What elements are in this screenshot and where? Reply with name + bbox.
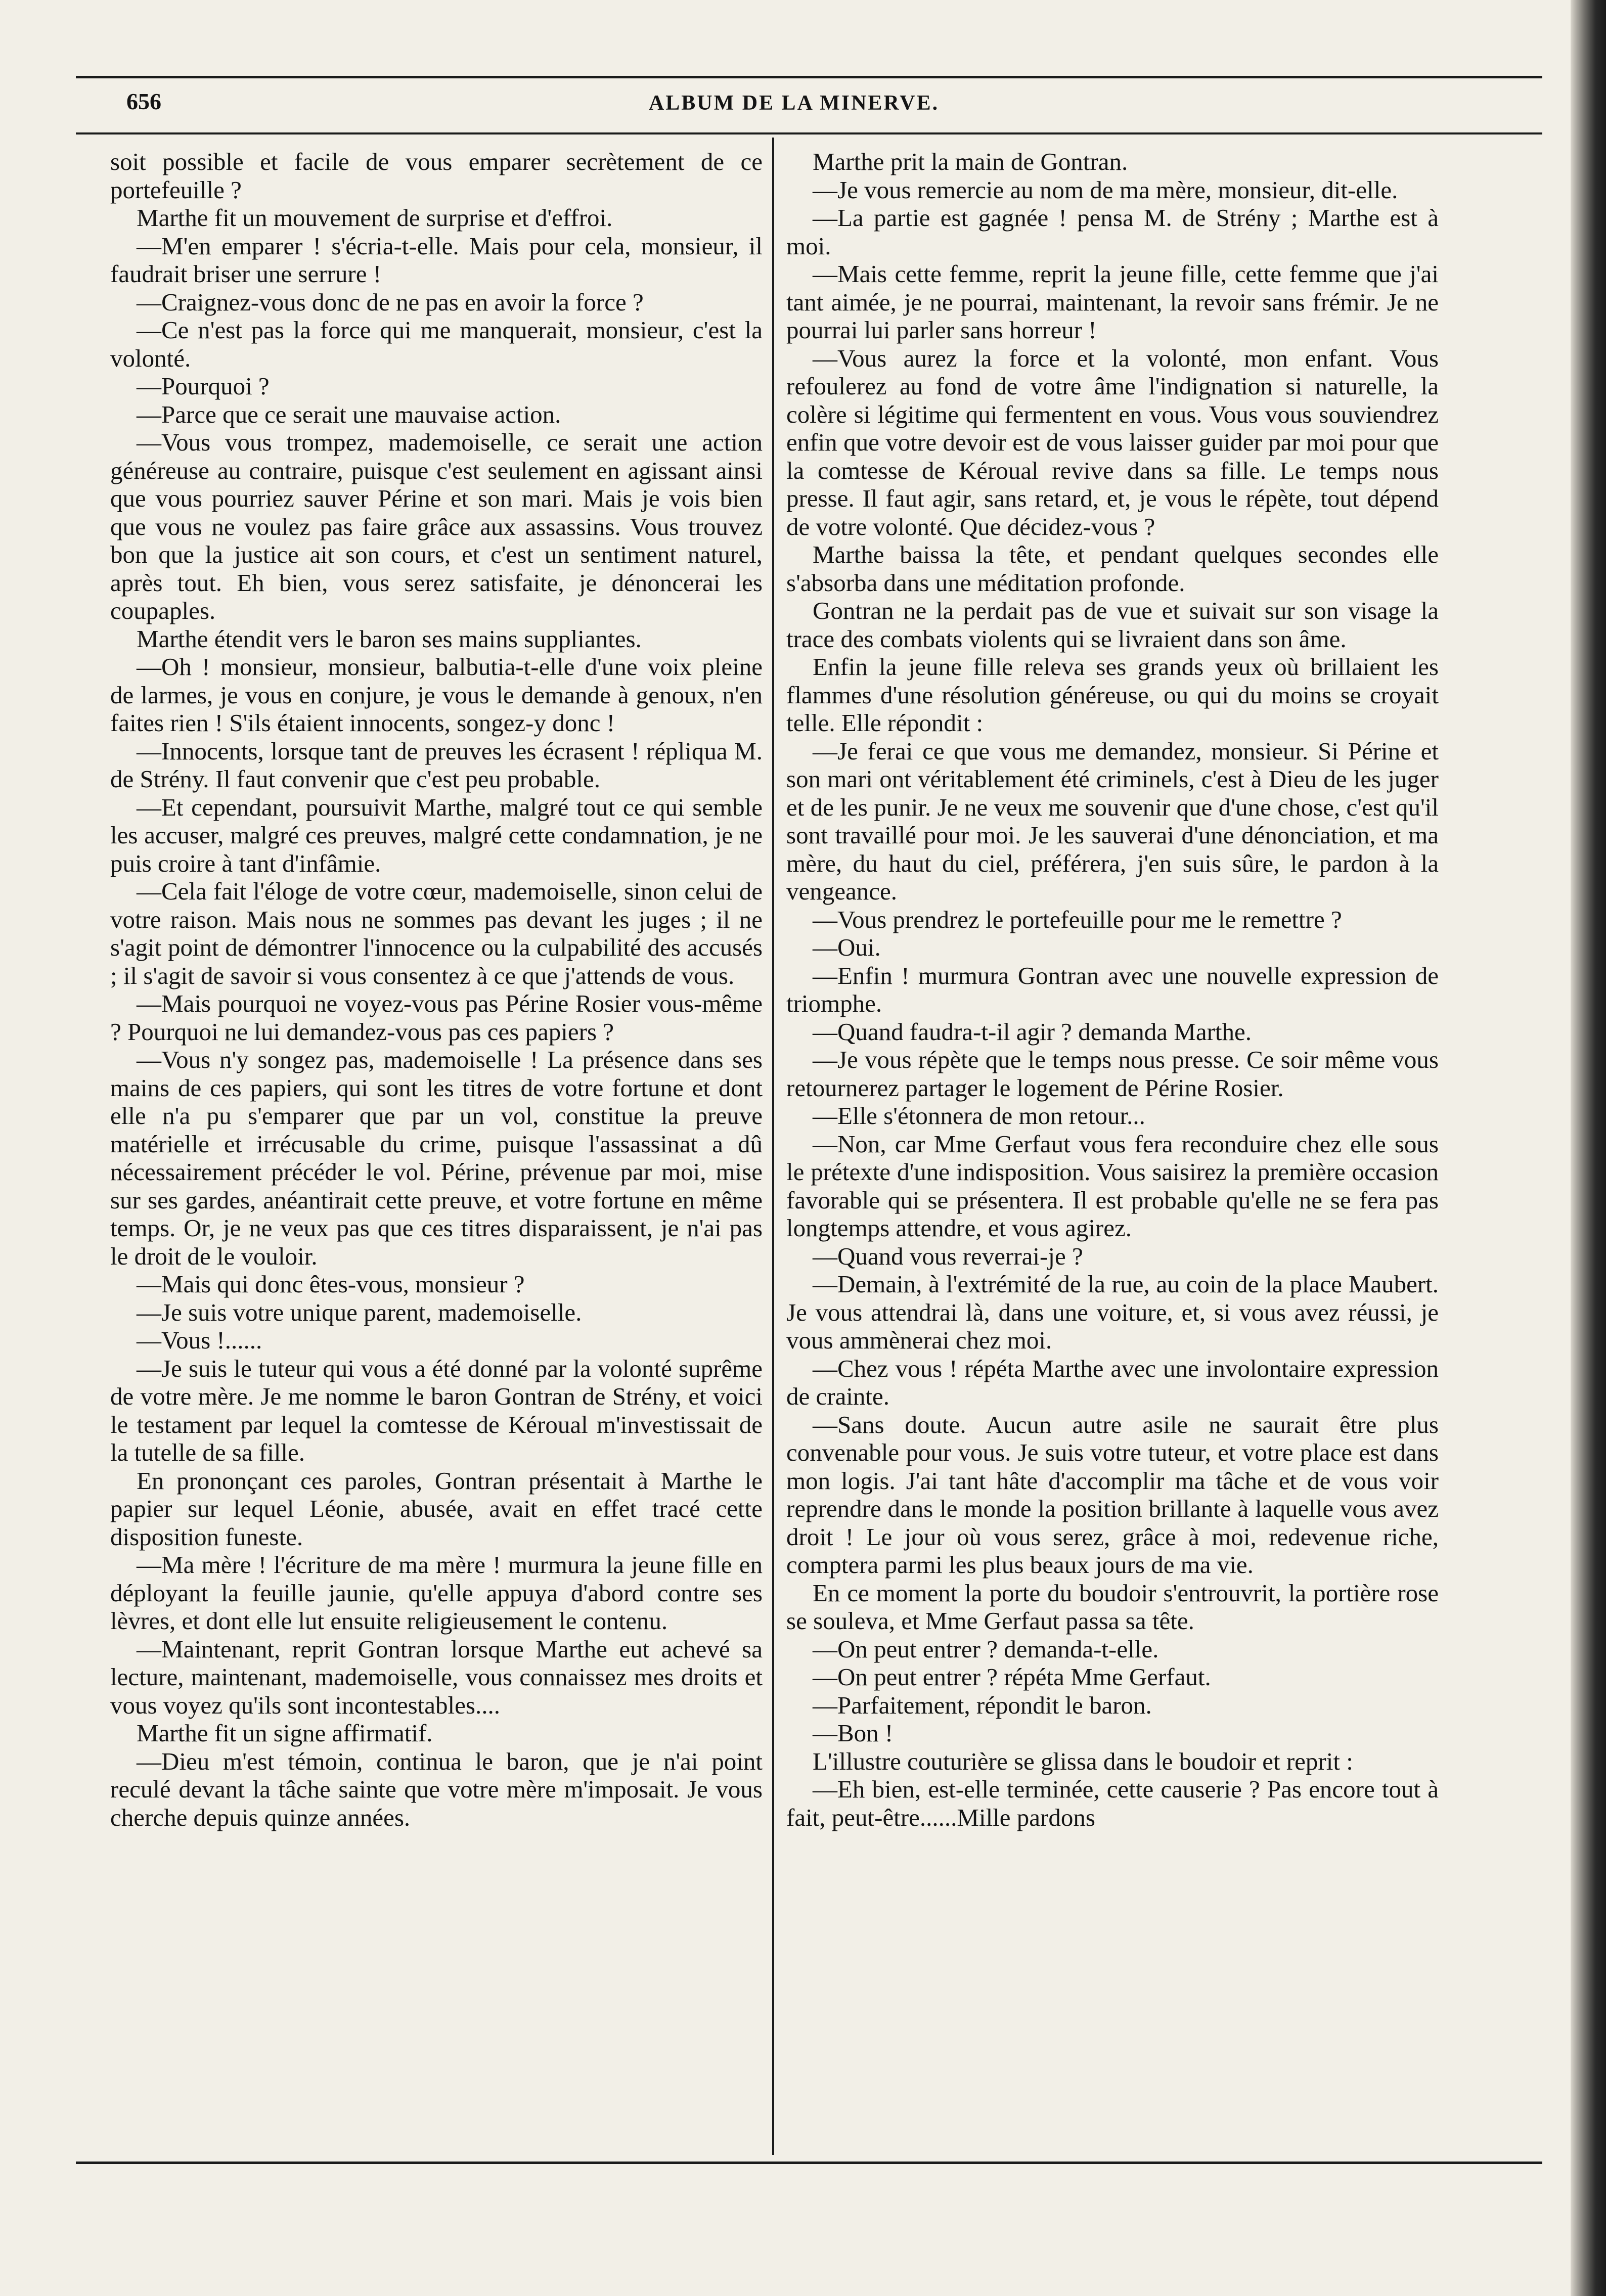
paragraph: —Enfin ! murmura Gontran avec une nouvelle expression de triomphe. [786, 961, 1439, 1017]
paragraph: —Parfaitement, répondit le baron. [813, 1691, 1152, 1719]
paragraph: —Mais cette femme, reprit la jeune fille, cette femme que j'ai tant aimée, je ne pourrai, maintenant, la revoir sans frémir. Je ne pourrai lui parler sans horreur ! [786, 260, 1439, 344]
paragraph: —M'en emparer ! s'écria-t-elle. Mais pour cela, monsieur, il faudrait briser une serrure ! [110, 232, 763, 288]
paragraph: —Maintenant, reprit Gontran lorsque Marthe eut achevé sa lecture, maintenant, mademoiselle, vous connaissez mes droits et vous voyez qu'ils sont incontestables.... [110, 1635, 763, 1719]
paragraph: —Oh ! monsieur, monsieur, balbutia-t-elle d'une voix pleine de larmes, je vous en conjure, je vous le demande à genoux, n'en faites rien ! S'ils étaient innocents, songez-y donc ! [110, 653, 763, 737]
paragraph: —Craignez-vous donc de ne pas en avoir la force ? [137, 288, 644, 316]
paragraph: —Ce n'est pas la force qui me manquerait, monsieur, c'est la volonté. [110, 316, 763, 372]
paragraph: Marthe étendit vers le baron ses mains suppliantes. [137, 624, 642, 653]
paragraph: —Demain, à l'extrémité de la rue, au coin de la place Maubert. Je vous attendrai là, dans une voiture, et, si vous avez réussi, je vous ammènerai chez moi. [786, 1270, 1439, 1354]
paragraph: —Non, car Mme Gerfaut vous fera reconduire chez elle sous le prétexte d'une indisposition. Vous saisirez la première occasion favorable qui se présentera. Il est probable qu'elle ne se fera pas longtemps attendre, et vous agirez. [786, 1130, 1439, 1242]
paragraph: —Eh bien, est-elle terminée, cette causerie ? Pas encore tout à fait, peut-être......Mille pardons [786, 1775, 1439, 1831]
paragraph: —Je suis le tuteur qui vous a été donné par la volonté suprême de votre mère. Je me nomme le baron Gontran de Strény, et voici le testament par lequel la comtesse de Kéroual m'investissait de la tutelle de sa fille. [110, 1354, 763, 1466]
running-title: ALBUM DE LA MINERVE. [648, 92, 940, 115]
paragraph: —Mais pourquoi ne voyez-vous pas Périne Rosier vous-même ? Pourquoi ne lui demandez-vous pas ces papiers ? [110, 989, 763, 1046]
column-divider [772, 138, 774, 2155]
paragraph: L'illustre couturière se glissa dans le boudoir et reprit : [813, 1747, 1353, 1775]
header-rule [76, 132, 1542, 134]
paragraph: —Elle s'étonnera de mon retour... [813, 1102, 1145, 1130]
paragraph: —Parce que ce serait une mauvaise action. [137, 400, 561, 428]
paragraph: —Oui. [813, 933, 881, 961]
scan-edge [1571, 0, 1606, 2296]
paragraph: soit possible et facile de vous emparer secrètement de ce portefeuille ? [110, 148, 763, 204]
paragraph: En prononçant ces paroles, Gontran présentait à Marthe le papier sur lequel Léonie, abusée, avait en effet tracé cette disposition funeste. [110, 1466, 763, 1551]
paragraph: —Quand vous reverrai-je ? [813, 1242, 1083, 1270]
paragraph: —Vous !...... [137, 1326, 262, 1354]
page-number: 656 [126, 88, 161, 114]
paragraph: —Pourquoi ? [137, 372, 270, 400]
paragraph: Marthe fit un signe affirmatif. [137, 1719, 433, 1747]
paragraph: —Je vous répète que le temps nous presse. Ce soir même vous retournerez partager le logement de Périne Rosier. [786, 1046, 1439, 1102]
left-column [110, 148, 763, 2140]
paragraph: —Je ferai ce que vous me demandez, monsieur. Si Périne et son mari ont véritablement été criminels, c'est à Dieu de les juger et de les punir. Je ne veux me souvenir que d'une chose, c'est qu'il sont travaillé pour moi. Je les sauverai d'une dénonciation, et ma mère, du haut du ciel, préférera, j'en suis sûre, le pardon à la vengeance. [786, 737, 1439, 905]
paragraph: —Vous vous trompez, mademoiselle, ce serait une action généreuse au contraire, puisque c'est seulement en agissant ainsi que vous pourriez sauver Périne et son mari. Mais je vois bien que vous ne voulez pas faire grâce aux assassins. Vous trouvez bon que la justice ait son cours, et c'est un sentiment naturel, après tout. Eh bien, vous serez satisfaite, je dénoncerai les coupaples. [110, 428, 763, 624]
paragraph: —Et cependant, poursuivit Marthe, malgré tout ce qui semble les accuser, malgré ces preuves, malgré cette condamnation, je ne puis croire à tant d'infâmie. [110, 793, 763, 877]
paragraph: —Quand faudra-t-il agir ? demanda Marthe. [813, 1017, 1252, 1046]
paragraph: Marthe baissa la tête, et pendant quelques secondes elle s'absorba dans une méditation profonde. [786, 541, 1439, 597]
right-column [786, 148, 1439, 2140]
paragraph: —Ma mère ! l'écriture de ma mère ! murmura la jeune fille en déployant la feuille jaunie, qu'elle appuya d'abord contre ses lèvres, et dont elle lut ensuite religieusement le contenu. [110, 1551, 763, 1635]
paragraph: En ce moment la porte du boudoir s'entrouvrit, la portière rose se souleva, et Mme Gerfaut passa sa tête. [786, 1579, 1439, 1635]
paragraph: —Vous aurez la force et la volonté, mon enfant. Vous refoulerez au fond de votre âme l'indignation si naturelle, la colère si légitime qui fermentent en vous. Vous vous souviendrez enfin que votre devoir est de vous laisser guider par moi pour que la comtesse de Kéroual revive dans sa fille. Le temps nous presse. Il faut agir, sans retard, et, je vous le répète, tout dépend de votre volonté. Que décidez-vous ? [786, 344, 1439, 541]
paragraph: Marthe fit un mouvement de surprise et d'effroi. [137, 204, 613, 232]
paragraph: Marthe prit la main de Gontran. [813, 148, 1128, 175]
paragraph: —Bon ! [813, 1719, 894, 1747]
paragraph: —Je vous remercie au nom de ma mère, monsieur, dit-elle. [813, 175, 1398, 204]
paragraph: —Innocents, lorsque tant de preuves les écrasent ! répliqua M. de Strény. Il faut convenir que c'est peu probable. [110, 737, 763, 793]
paragraph: Enfin la jeune fille releva ses grands yeux où brillaient les flammes d'une résolution généreuse, ou qui du moins se croyait telle. Elle répondit : [786, 653, 1439, 737]
page-header [96, 85, 1492, 120]
paragraph: —Je suis votre unique parent, mademoiselle. [137, 1298, 582, 1326]
paragraph: —La partie est gagnée ! pensa M. de Strény ; Marthe est à moi. [786, 204, 1439, 260]
paragraph: —On peut entrer ? répéta Mme Gerfaut. [813, 1663, 1211, 1691]
paragraph: —Vous prendrez le portefeuille pour me le remettre ? [813, 905, 1342, 933]
paragraph: —On peut entrer ? demanda-t-elle. [813, 1635, 1159, 1663]
paragraph: —Dieu m'est témoin, continua le baron, que je n'ai point reculé devant la tâche sainte que votre mère m'imposait. Je vous cherche depuis quinze années. [110, 1747, 763, 1831]
paragraph: —Chez vous ! répéta Marthe avec une involontaire expression de crainte. [786, 1354, 1439, 1410]
paragraph: —Vous n'y songez pas, mademoiselle ! La présence dans ses mains de ces papiers, qui sont les titres de votre fortune et dont elle n'a pu s'emparer que par un vol, constitue la preuve matérielle et irrécusable du crime, puisque l'assassinat a dû nécessairement précéder le vol. Périne, prévenue par moi, mise sur ses gardes, anéantirait cette preuve, et votre fortune en même temps. Or, je ne veux pas que ces titres disparaissent, je n'ai pas le droit de le vouloir. [110, 1046, 763, 1270]
paragraph: —Sans doute. Aucun autre asile ne saurait être plus convenable pour vous. Je suis votre tuteur, et votre place est dans mon logis. J'ai tant hâte d'accomplir ma tâche et de vous voir reprendre dans le monde la position brillante à laquelle vous avez droit ! Le jour où vous serez, grâce à moi, redevenue riche, comptera parmi les plus beaux jours de ma vie. [786, 1410, 1439, 1579]
paragraph: —Mais qui donc êtes-vous, monsieur ? [137, 1270, 525, 1298]
paragraph: Gontran ne la perdait pas de vue et suivait sur son visage la trace des combats violents qui se livraient dans son âme. [786, 597, 1439, 653]
paragraph: —Cela fait l'éloge de votre cœur, mademoiselle, sinon celui de votre raison. Mais nous ne sommes pas devant les juges ; il ne s'agit point de démontrer l'innocence ou la culpabilité des accusés ; il s'agit de savoir si vous consentez à ce que j'attends de vous. [110, 877, 763, 989]
